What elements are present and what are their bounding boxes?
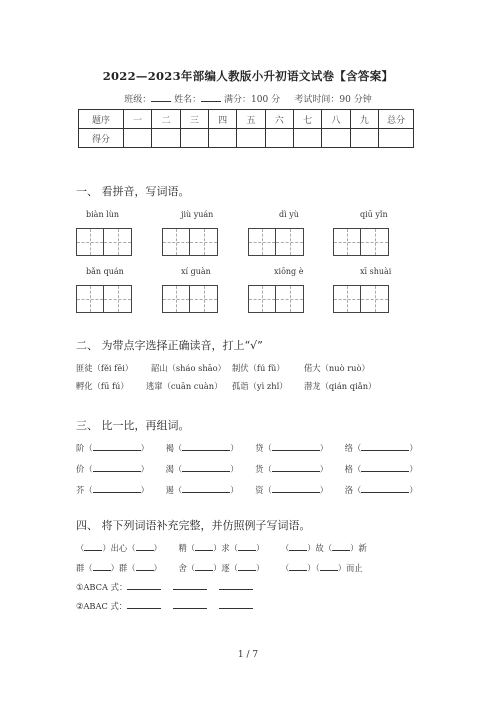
grid-cell[interactable] [276, 228, 304, 256]
grid-cell[interactable] [361, 228, 389, 256]
grid-cell[interactable] [104, 285, 132, 313]
idiom-blank[interactable] [289, 562, 307, 571]
score-header-cell: 五 [237, 110, 265, 129]
idiom-row [76, 562, 363, 574]
score-header-cell: 题序 [79, 110, 124, 129]
word-blank[interactable] [361, 463, 409, 472]
word-blank[interactable] [272, 484, 320, 493]
idiom-text: 精（ [178, 543, 196, 553]
reading-item[interactable]: 孵化（fū fú） [76, 381, 129, 391]
idiom-blank[interactable] [320, 562, 338, 571]
grid-cell[interactable] [162, 285, 190, 313]
writing-grid[interactable] [76, 285, 132, 313]
score-header-cell: 一 [124, 110, 152, 129]
score-cell[interactable] [180, 129, 208, 148]
pinyin-label: xí guàn [181, 267, 211, 276]
grid-cell[interactable] [76, 228, 104, 256]
pinyin-label: jiù yuán [181, 210, 214, 219]
compare-char: 贷 [255, 443, 264, 453]
score-cell[interactable] [350, 129, 378, 148]
idiom-text: ） [255, 543, 265, 553]
score-cell[interactable] [322, 129, 350, 148]
section4-heading: 四、 将下列词语补充完整，并仿照例子写词语。 [76, 519, 311, 532]
score-header-cell: 总分 [379, 110, 414, 129]
idiom-text: ）而止 [337, 563, 363, 573]
compare-char: 络 [344, 443, 353, 453]
score-cell[interactable] [152, 129, 180, 148]
reading-item[interactable]: 潜龙（qián qiǎn） [304, 381, 377, 391]
exam-title: 2022—2023年部编人教版小升初语文试卷【含答案】 [102, 69, 394, 83]
compare-char: 洛 [344, 485, 353, 495]
idiom-blank[interactable] [195, 562, 213, 571]
grid-cell[interactable] [190, 228, 218, 256]
reading-item[interactable]: 韶山（sháo shāo） [151, 363, 226, 373]
grid-cell[interactable] [333, 228, 361, 256]
compare-char: 褐 [165, 443, 174, 453]
writing-grid[interactable] [162, 285, 218, 313]
writing-grid[interactable] [333, 228, 389, 256]
score-row-label: 得分 [79, 129, 124, 148]
grid-cell[interactable] [361, 285, 389, 313]
idiom-text: ） [153, 563, 162, 573]
word-blank[interactable] [93, 484, 141, 493]
reading-item[interactable]: 偌大（nuò ruò） [304, 363, 370, 373]
score-header-cell: 六 [265, 110, 293, 129]
idiom-blank[interactable] [136, 542, 154, 551]
grid-cell[interactable] [248, 228, 276, 256]
writing-grid[interactable] [76, 228, 132, 256]
idiom-text: ）故（ [307, 543, 333, 553]
grid-cell[interactable] [333, 285, 361, 313]
idiom-row [76, 542, 367, 554]
score-header-cell: 九 [350, 110, 378, 129]
abca-blank[interactable] [173, 581, 207, 590]
idiom-text: （ [76, 543, 85, 553]
time-label: 考试时间：90 分钟 [294, 95, 372, 105]
reading-item[interactable]: 孤诣（yì zhǐ） [232, 381, 288, 391]
pinyin-label: xiōng è [274, 267, 304, 276]
idiom-text: ）出心（ [102, 543, 136, 553]
name-label: 姓名： [174, 95, 202, 105]
compare-char: 渴 [165, 464, 174, 474]
word-blank[interactable] [93, 442, 141, 451]
compare-row: 价（ ） 渴（ ） 货（ ） 格（ ） [76, 464, 418, 474]
pinyin-label: dì yù [279, 210, 299, 219]
idiom-text: （ [280, 543, 290, 553]
reading-item[interactable]: 匪徒（fěi fēi） [76, 363, 134, 373]
word-blank[interactable] [361, 442, 409, 451]
score-label: 满分：100 分 [224, 95, 281, 105]
grid-cell[interactable] [190, 285, 218, 313]
abca-label: ①ABCA 式： [76, 582, 128, 592]
reading-item[interactable]: 制伏（fú fǔ） [232, 363, 285, 373]
score-cell[interactable] [293, 129, 321, 148]
idiom-blank[interactable] [195, 542, 213, 551]
compare-row: 芥（ ） 遏（ ） 资（ ） 洛（ ） [76, 485, 418, 495]
score-header-cell: 四 [208, 110, 236, 129]
pinyin-label: xī shuài [360, 267, 392, 276]
abac-label: ②ABAC 式： [76, 601, 128, 611]
idiom-blank[interactable] [332, 542, 350, 551]
compare-char: 格 [344, 464, 353, 474]
writing-grid[interactable] [248, 285, 304, 313]
compare-char: 价 [76, 464, 85, 474]
section2-heading: 二、 为带点字选择正确读音，打上“√” [76, 339, 263, 352]
abca-row [76, 581, 265, 593]
abac-blank[interactable] [219, 600, 253, 609]
score-header-cell: 三 [180, 110, 208, 129]
idiom-text: ） [255, 563, 265, 573]
score-header-cell: 八 [322, 110, 350, 129]
idiom-text: 舍（ [178, 563, 196, 573]
exam-info [0, 92, 496, 105]
idiom-text: ）群（ [110, 563, 136, 573]
idiom-blank[interactable] [238, 562, 256, 571]
writing-grid[interactable] [248, 228, 304, 256]
score-header-row [79, 110, 414, 129]
name-blank[interactable] [201, 92, 221, 102]
idiom-blank[interactable] [93, 562, 111, 571]
grid-cell[interactable] [76, 285, 104, 313]
idiom-blank[interactable] [289, 542, 307, 551]
idiom-blank[interactable] [84, 542, 102, 551]
compare-char: 芥 [76, 485, 85, 495]
word-blank[interactable] [93, 463, 141, 472]
word-blank[interactable] [272, 442, 320, 451]
class-blank[interactable] [151, 92, 171, 102]
word-blank[interactable] [182, 484, 230, 493]
compare-char: 阶 [76, 443, 85, 453]
score-cell[interactable] [379, 129, 414, 148]
abac-blank[interactable] [127, 600, 161, 609]
score-header-cell: 七 [293, 110, 321, 129]
grid-cell[interactable] [162, 228, 190, 256]
idiom-blank[interactable] [238, 542, 256, 551]
pinyin-label: qiū yǐn [360, 210, 388, 219]
abca-blank[interactable] [219, 581, 253, 590]
score-cell[interactable] [265, 129, 293, 148]
idiom-text: ） [153, 543, 162, 553]
score-header-cell: 二 [152, 110, 180, 129]
score-value-row [79, 129, 414, 148]
word-blank[interactable] [182, 442, 230, 451]
idiom-text: ）新 [350, 543, 367, 553]
abac-blank[interactable] [173, 600, 207, 609]
idiom-text: （ [280, 563, 290, 573]
score-cell[interactable] [124, 129, 152, 148]
pinyin-label: bǎn quán [86, 267, 124, 276]
writing-grid[interactable] [333, 285, 389, 313]
score-table [78, 109, 414, 148]
class-label: 班级： [124, 95, 152, 105]
score-cell[interactable] [237, 129, 265, 148]
idiom-blank[interactable] [136, 562, 154, 571]
section3-heading: 三、 比一比，再组词。 [76, 419, 190, 432]
score-cell[interactable] [208, 129, 236, 148]
word-blank[interactable] [182, 463, 230, 472]
pinyin-label: biàn lùn [86, 210, 120, 219]
word-blank[interactable] [361, 484, 409, 493]
reading-item[interactable]: 逃窜（cuān cuàn） [146, 381, 223, 391]
grid-cell[interactable] [276, 285, 304, 313]
word-blank[interactable] [272, 463, 320, 472]
compare-char: 遏 [165, 485, 174, 495]
abca-blank[interactable] [127, 581, 161, 590]
page-number: 1 / 7 [237, 650, 259, 660]
idiom-text: ）逐（ [213, 563, 238, 573]
grid-cell[interactable] [248, 285, 276, 313]
idiom-text: 群（ [76, 563, 93, 573]
idiom-text: ）（ [307, 563, 320, 573]
grid-cell[interactable] [104, 228, 132, 256]
section1-heading: 一、 看拼音，写词语。 [76, 185, 190, 198]
idiom-text: ）求（ [213, 543, 238, 553]
compare-char: 资 [255, 485, 264, 495]
abac-row [76, 600, 265, 612]
writing-grid[interactable] [162, 228, 218, 256]
compare-row: 阶（ ） 褐（ ） 贷（ ） 络（ ） [76, 443, 418, 453]
compare-char: 货 [255, 464, 264, 474]
